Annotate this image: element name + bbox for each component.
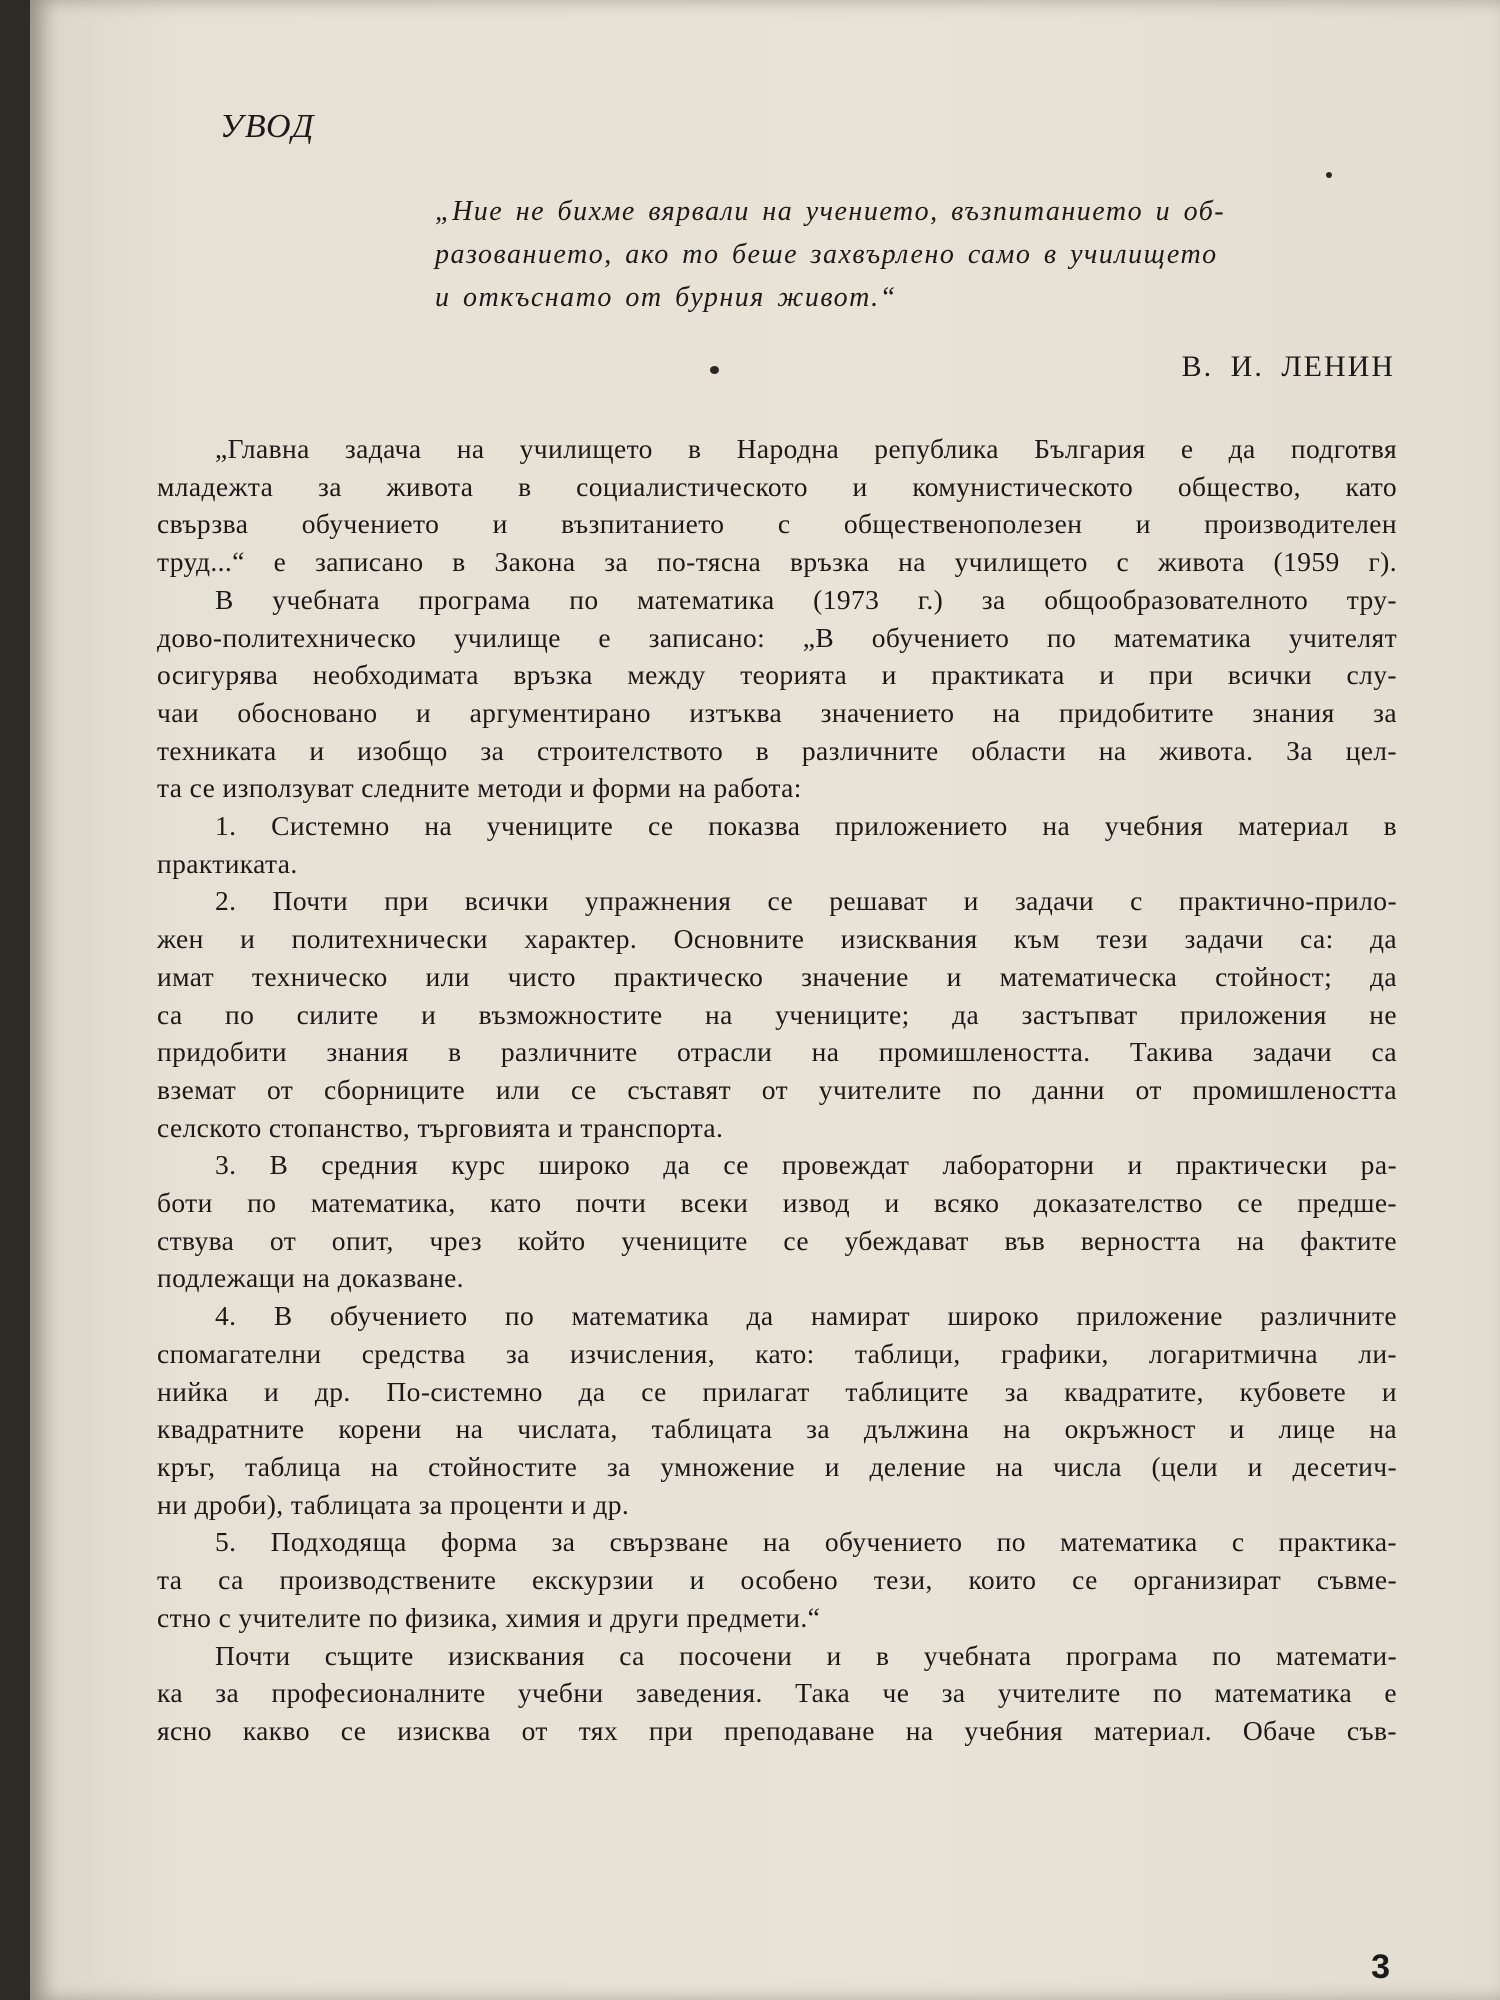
epigraph-quote [435, 190, 1415, 319]
page-number: 3 [1371, 1948, 1390, 1986]
body-line: ствува от опит, чрез който учениците се убеждават във верността на фактите [157, 1224, 1397, 1256]
ink-speck [1326, 172, 1332, 178]
body-line: младежта за живота в социалистическото и комунистическото общество, като [157, 470, 1397, 502]
body-line: 1. Системно на учениците се показва приложението на учебния материал в [215, 810, 1397, 842]
body-line: 3. В средния курс широко да се провеждат лабораторни и практически ра- [215, 1149, 1397, 1181]
body-line: дово-политехническо училище е записано: „В обучението по математика учителят [157, 621, 1397, 653]
body-line: практиката. [157, 847, 298, 879]
body-line: свързва обучението и възпитанието с общественополезен и производителен [157, 508, 1397, 540]
body-line: стно с учителите по физика, химия и други предмети.“ [157, 1601, 821, 1633]
body-line: ка за професионалните учебни заведения. Така че за учителите по математика е [157, 1677, 1397, 1709]
body-line: та са производствените екскурзии и особено тези, които се организират съвме- [157, 1564, 1397, 1596]
body-line: та се използуват следните методи и форми на работа: [157, 772, 802, 804]
body-line: боти по математика, като почти всеки извод и всяко доказателство се предше- [157, 1187, 1397, 1219]
body-text [157, 430, 1397, 1750]
body-line: чаи обосновано и аргументирано изтъква значението на придобитите знания за [157, 696, 1397, 728]
epigraph-author: В. И. ЛЕНИН [1181, 350, 1395, 383]
body-line: имат техническо или чисто практическо значение и математическа стойност; да [157, 960, 1397, 992]
epigraph-line: и откъснато от бурния живот.“ [435, 282, 897, 313]
body-line: ясно какво се изисква от тях при преподаване на учебния материал. Обаче съв- [157, 1714, 1397, 1746]
body-line: кръг, таблица на стойностите за умножение и деление на числа (цели и десетич- [157, 1450, 1397, 1482]
body-line: придобити знания в различните отрасли на промишлеността. Такива задачи са [157, 1036, 1397, 1068]
body-line: осигурява необходимата връзка между теорията и практиката и при всички слу- [157, 659, 1397, 691]
body-line: селското стопанство, търговията и транспорта. [157, 1111, 724, 1143]
body-line: Почти същите изисквания са посочени и в учебната програма по математи- [215, 1639, 1397, 1671]
body-line: труд...“ е записано в Закона за по-тясна връзка на училището с живота (1959 г). [157, 546, 1397, 578]
body-line: 2. Почти при всички упражнения се решават и задачи с практично-прило- [215, 885, 1397, 917]
body-line: 5. Подходяща форма за свързване на обучението по математика с практика- [215, 1526, 1397, 1558]
body-line: спомагателни средства за изчисления, като: таблици, графики, логаритмична ли- [157, 1337, 1397, 1369]
ink-speck [710, 366, 719, 374]
body-line: жен и политехнически характер. Основните изисквания към тези задачи са: да [157, 923, 1397, 955]
body-line: вземат от сборниците или се съставят от учителите по данни от промишлеността [157, 1073, 1397, 1105]
book-page [30, 0, 1500, 2000]
body-line: В учебната програма по математика (1973 г.) за общообразователното тру- [215, 583, 1397, 615]
body-line: ни дроби), таблицата за проценти и др. [157, 1488, 630, 1520]
body-line: нийка и др. По-системно да се прилагат таблиците за квадратите, кубовете и [157, 1375, 1397, 1407]
epigraph-line: „Ние не бихме вярвали на учението, възпитанието и об- [435, 196, 1226, 227]
body-line: техниката и изобщо за строителството в различните области на живота. За цел- [157, 734, 1397, 766]
section-heading: УВОД [220, 108, 316, 145]
body-line: „Главна задача на училището в Народна република България е да подготвя [215, 433, 1397, 464]
body-line: 4. В обучението по математика да намират широко приложение различните [215, 1300, 1397, 1332]
body-line: квадратните корени на числата, таблицата за дължина на окръжност и лице на [157, 1413, 1397, 1445]
body-line: подлежащи на доказване. [157, 1262, 464, 1294]
epigraph-line: разованието, ако то беше захвърлено само в училището [435, 239, 1218, 270]
body-line: са по силите и възможностите на учениците; да застъпват приложения не [157, 998, 1397, 1030]
